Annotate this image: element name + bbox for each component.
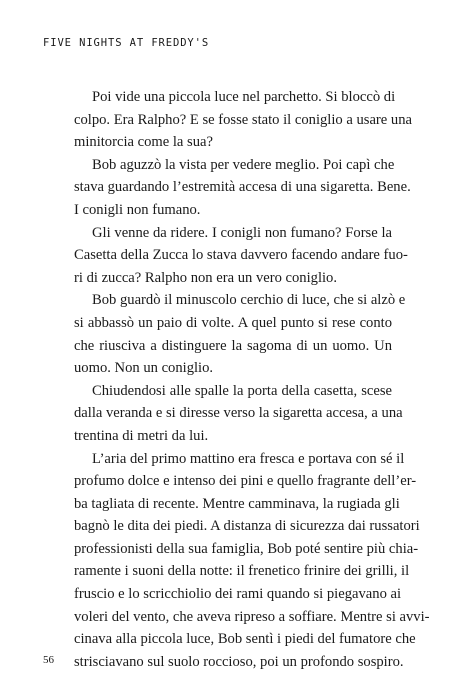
paragraph — [74, 222, 408, 290]
paragraph — [74, 380, 403, 448]
text-line: I conigli non fumano. — [74, 201, 201, 218]
text-line: trentina di metri da lui. — [74, 427, 209, 444]
text-line: professionisti della sua famiglia, Bob poté sentire più chia- — [74, 540, 419, 557]
text-line: cinava alla piccola luce, Bob sentì i piedi del fumatore che — [74, 631, 416, 648]
text-line: ba tagliata di recente. Mentre camminava, la rugiada gli — [74, 495, 400, 512]
text-line: voleri del vento, che aveva ripreso a soffiare. Mentre si avvi- — [74, 608, 430, 625]
text-line: Poi vide una piccola luce nel parchetto. Si bloccò di — [92, 89, 396, 105]
text-line: L’aria del primo mattino era fresca e portava con sé il — [92, 450, 405, 467]
text-line: uomo. Non un coniglio. — [74, 360, 214, 377]
body-text — [74, 86, 430, 673]
text-line: si abbassò un paio di volte. A quel punto si rese conto — [74, 314, 392, 331]
page-number: 56 — [43, 654, 54, 666]
text-line: Chiudendosi alle spalle la porta della casetta, scese — [92, 382, 392, 399]
text-line: profumo dolce e intenso dei pini e quello fragrante dell’er- — [74, 473, 417, 490]
paragraph — [74, 448, 430, 674]
text-line: minitorcia come la sua? — [74, 134, 213, 151]
text-line: ramente i suoni della notte: il frenetico frinire dei grilli, il — [74, 563, 410, 580]
text-line: Bob guardò il minuscolo cerchio di luce, che si alzò e — [92, 292, 406, 309]
text-line: Bob aguzzò la vista per vedere meglio. Poi capì che — [92, 156, 395, 173]
paragraph — [74, 289, 406, 379]
text-line: che riusciva a distinguere la sagoma di un uomo. Un — [74, 337, 392, 354]
text-line: ri di zucca? Ralpho non era un vero coniglio. — [74, 269, 338, 286]
running-head: FIVE NIGHTS AT FREDDY'S — [43, 37, 210, 49]
paragraph — [74, 154, 411, 222]
paragraph — [74, 86, 412, 154]
text-line: fruscio e lo scricchiolio dei rami quando si piegavano ai — [74, 586, 402, 603]
text-line: Casetta della Zucca lo stava davvero facendo andare fuo- — [74, 247, 408, 264]
text-line: Gli venne da ridere. I conigli non fumano? Forse la — [92, 224, 392, 241]
text-line: bagnò le dita dei piedi. A distanza di sicurezza dai russatori — [74, 518, 420, 535]
text-line: strisciavano sul suolo roccioso, poi un profondo sospiro. — [74, 653, 404, 670]
text-line: colpo. Era Ralpho? E se fosse stato il coniglio a usare una — [74, 111, 412, 128]
text-line: dalla veranda e si diresse verso la sigaretta accesa, a una — [74, 405, 403, 422]
text-line: stava guardando l’estremità accesa di una sigaretta. Bene. — [74, 179, 411, 196]
